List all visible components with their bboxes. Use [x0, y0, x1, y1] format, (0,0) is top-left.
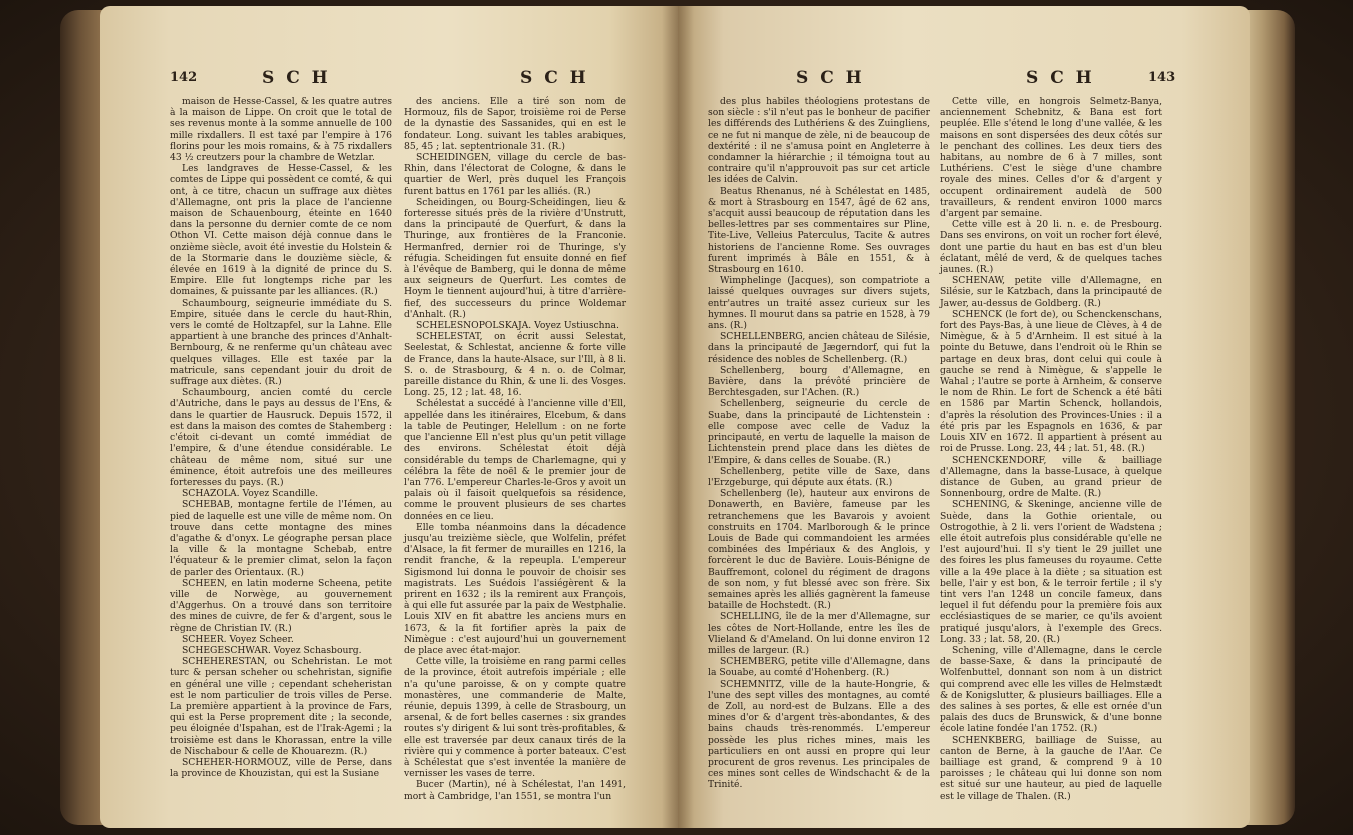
right-page — [678, 6, 1250, 828]
paragraph: SCHEEN, en latin moderne Scheena, petite ville de Norwège, au gouvernement d'Aggerhus. On a trouvé dans son territoire des mines de cuivre, de fer & d'argent, sous le règne de Christian IV. (R.) — [170, 577, 392, 634]
paragraph: SCHENCK (le fort de), ou Schenckenschans, fort des Pays-Bas, à une lieue de Clèves, à 4 de Nimègue, & à 5 d'Arnheim. Il est situé à la pointe du Betuwe, dans l'endroit où le Rhin se partage en deux bras, dont celui qui coule à gauche se rend à Nimègue, & s'appelle le Wahal ; l'autre se porte à Arnheim, & conserve le nom de Rhin. Le fort de Schenck a été bâti en 1586 par Martin Schenck, hollandois, d'après la résolution des Provinces-Unies : il a été pris par les Espagnols en 1636, & par Louis XIV en 1672. Il appartient à présent au roi de Prusse. Long. 23, 44 ; lat. 51, 48. (R.) — [940, 308, 1162, 455]
left-page-column-2 — [404, 96, 626, 802]
paragraph: SCHEHERESTAN, ou Schehristan. Le mot turc & persan scheher ou schehristan, signifie en général une ville ; cependant scheheristan est le nom particulier de trois villes de Perse. La première appartient à la province de Fars, qui est la Perse proprement dite ; la seconde, peu éloignée d'Ispahan, est de l'Irak-Agemi ; la troisième est dans le Khorassan, entre la ville de Nischabour & celle de Khouarezm. (R.) — [170, 656, 392, 757]
paragraph: SCHEER. Voyez Scheer. — [182, 633, 294, 645]
paragraph: SCHELLENBERG, ancien château de Silésie, dans la principauté de Jægerndorf, qui fut la résidence des nobles de Schellenberg. (R.) — [708, 331, 930, 365]
paragraph: Bucer (Martin), né à Schélestat, l'an 1491, mort à Cambridge, l'an 1551, se montra l'un — [404, 779, 626, 802]
right-page-column-2 — [940, 96, 1162, 802]
paragraph: SCHENCKENDORF, ville & bailliage d'Allemagne, dans la basse-Lusace, à quelque distance de Guben, au grand prieur de Sonnenbourg, ordre de Malte. (R.) — [940, 454, 1162, 500]
paragraph: SCHEMNITZ, ville de la haute-Hongrie, & l'une des sept villes des montagnes, au comté de Zoll, au nord-est de Bulzans. Elle a des mines d'or & d'argent très-abondantes, & des bains chauds très-renommés. L'empereur possède les plus riches mines, mais les particuliers en ont aussi en propre qui leur procurent de gros revenus. Les principales de ces mines sont celles de Windschacht & de la Trinité. — [708, 678, 930, 791]
right-page-number: 143 — [1148, 70, 1176, 85]
paragraph: Cette ville, la troisième en rang parmi celles de la province, étoit autrefois impériale ; elle n'a qu'une paroisse, & on y compte quatre monastères, une commanderie de Malte, réunie, depuis 1399, à celle de Strasbourg, un arsenal, & de fort belles casernes : six grandes routes s'y dirigent & lui sont très-profitables, & elle est traversée par deux canaux tirés de la rivière qui y commence à porter bateaux. C'est à Schélestat que s'est inventée la manière de vernisser les vases de terre. — [404, 656, 626, 780]
right-running-head-first: S C H — [796, 68, 865, 88]
paragraph: SCHENKBERG, bailliage de Suisse, au canton de Berne, à la gauche de l'Aar. Ce bailliage est grand, & comprend 9 à 10 paroisses ; le château qui lui donne son nom est situé sur une hauteur, au pied de laquelle est le village de Thalen. (R.) — [940, 734, 1162, 802]
left-page-column-1 — [170, 96, 392, 779]
paragraph: Elle tomba néanmoins dans la décadence jusqu'au treizième siècle, que Wolfelin, préfet d'Alsace, la fit fermer de murailles en 1216, la rendit franche, & la repeupla. L'empereur Sigismond lui donna le pouvoir de choisir ses magistrats. Les Suédois l'assiégèrent & la prirent en 1632 ; ils la remirent aux François, à qui elle fut assurée par la paix de Westphalie. Louis XIV en fit abattre les anciens murs en 1673, & la fit fortifier après la paix de Nimègue : c'est aujourd'hui un gouvernement de place avec état-major. — [404, 521, 626, 656]
paragraph: Schening, ville d'Allemagne, dans le cercle de basse-Saxe, & dans la principauté de Wolfenbuttel, donnant son nom à un district qui comprend avec elle les villes de Helmstædt & de Konigslutter, & plusieurs bailliages. Elle a des salines à ses portes, & elle est ornée d'un palais des ducs de Brunswick, & d'une bonne école latine fondée l'an 1752. (R.) — [940, 644, 1162, 735]
paragraph: des anciens. Elle a tiré son nom de Hormouz, fils de Sapor, troisième roi de Perse de la dynastie des Sassanides, qui en est le fondateur. Long. suivant les tables arabiques, 85, 45 ; lat. septentrionale 31. (R.) — [404, 96, 626, 152]
paragraph: SCHELLING, île de la mer d'Allemagne, sur les côtes de Nort-Hollande, entre les îles de Vlieland & d'Ameland. On lui donne environ 12 milles de largeur. (R.) — [708, 611, 930, 656]
left-page — [100, 6, 678, 828]
right-page-header — [678, 68, 1250, 92]
left-running-head-first: S C H — [262, 68, 331, 88]
left-page-number: 142 — [170, 70, 198, 85]
paragraph: des plus habiles théologiens protestans de son siècle : s'il n'eut pas le bonheur de pacifier les différends des Luthériens & des Zuingliens, ce ne fut ni manque de zèle, ni de beaucoup de dextérité : il ne s'amusa point en Angleterre à condamner la hiérarchie ; il témoigna tout au contraire qu'il n'approuvoit pas sur cet article les idées de Calvin. — [708, 96, 930, 186]
paragraph: Cette ville est à 20 li. n. e. de Presbourg. Dans ses environs, on voit un rocher fort élevé, dont une partie du haut en bas est d'un bleu éclatant, mêlé de verd, & de quelques taches jaunes. (R.) — [940, 219, 1162, 276]
paragraph: Cette ville, en hongrois Selmetz-Banya, anciennement Schebnitz, & Bana est fort peuplée. Elle s'étend le long d'une vallée, & les maisons en sont dispersées des deux côtés sur le penchant des collines. Les deux tiers des habitans, au nombre de 6 à 7 milles, sont Luthériens. C'est le siège d'une chambre royale des mines. Celles d'or & d'argent y occupent ordinairement audelà de 500 travailleurs, & rendent environ 1000 marcs d'argent par semaine. — [940, 96, 1162, 220]
paragraph: maison de Hesse-Cassel, & les quatre autres à la maison de Lippe. On croit que le total de ses revenus monte à la somme annuelle de 100 mille rixdallers. Il est taxé par l'empire à 176 florins pour les mois romains, & à 75 rixdallers 43 ½ creutzers pour la chambre de Wetzlar. — [170, 96, 392, 164]
paragraph: SCHEIDINGEN, village du cercle de bas-Rhin, dans l'électorat de Cologne, & dans le quartier de Werl, près duquel les François furent battus en 1761 par les alliés. (R.) — [404, 152, 626, 197]
paragraph: Beatus Rhenanus, né à Schélestat en 1485, & mort à Strasbourg en 1547, âgé de 62 ans, s'acquit aussi beaucoup de réputation dans les belles-lettres par ses commentaires sur Pline, Tite-Live, Velleius Paterculus, Tacite & autres historiens de l'ancienne Rome. Ses ouvrages furent imprimés à Bâle en 1551, & à Strasbourg en 1610. — [708, 185, 930, 276]
paragraph: Schellenberg, petite ville de Saxe, dans l'Erzgeburge, qui députe aux états. (R.) — [708, 465, 930, 488]
paragraph: Schellenberg, bourg d'Allemagne, en Bavière, dans la prévôté princière de Berchtesgaden, sur l'Achen. (R.) — [708, 364, 930, 399]
paragraph: Scheidingen, ou Bourg-Scheidingen, lieu & forteresse situés près de la rivière d'Unstrutt, dans la principauté de Querfurt, & dans la Thuringe, aux frontières de la Franconie. Hermanfred, dernier roi de Thuringe, s'y réfugia. Scheidingen fut ensuite donné en fief à l'évêque de Bamberg, qui le donna de même aux seigneurs de Querfurt. Les comtes de Hoym le tiennent aujourd'hui, à titre d'arrière-fief, des successeurs du prince Woldemar d'Anhalt. (R.) — [404, 196, 626, 320]
paragraph: SCHELESTAT, on écrit aussi Selestat, Seelestat, & Schlestat, ancienne & forte ville de France, dans la haute-Alsace, sur l'Ill, à 8 li. S. o. de Strasbourg, & 4 n. o. de Colmar, pareille distance du Rhin, & une li. des Vosges. Long. 25, 12 ; lat. 48, 16. — [404, 331, 626, 399]
paragraph: Les landgraves de Hesse-Cassel, & les comtes de Lippe qui possèdent ce comté, & qui ont, à ce titre, chacun un suffrage aux diètes d'Allemagne, ont pris la place de l'ancienne maison de Schauenbourg, éteinte en 1640 dans la personne du dernier comte de ce nom Othon VI. Cette maison déjà connue dans le onzième siècle, avoit été investie du Holstein & de la Stormarie dans le douzième siècle, & élevée en 1619 à la dignité de prince du S. Empire. Elle fut longtemps riche par les domaines, & puissante par les alliances. (R.) — [170, 163, 392, 298]
paragraph: SCHEBAB, montagne fertile de l'Iémen, au pied de laquelle est une ville de même nom. On trouve dans cette montagne des mines d'agathe & d'onyx. Le géographe persan place la ville & la montagne Schebab, entre l'équateur & le premier climat, selon la façon de parler des Orientaux. (R.) — [170, 499, 392, 578]
right-page-column-1 — [708, 96, 930, 791]
paragraph: Schaumbourg, ancien comté du cercle d'Autriche, dans le pays au dessus de l'Ens, & dans le quartier de Hausruck. Depuis 1572, il est dans la maison des comtes de Stahemberg : c'étoit ci-devant un comté immédiat de l'empire, & d'une étendue considérable. Le château de même nom, situé sur une éminence, étoit autrefois une des meilleures forteresses du pays. (R.) — [170, 387, 392, 488]
left-running-head-second: S C H — [520, 68, 589, 88]
paragraph: SCHENAW, petite ville d'Allemagne, en Silésie, sur le Katzbach, dans la principauté de Jawer, au-dessus de Goldberg. (R.) — [940, 275, 1162, 309]
book-gutter-shadow — [662, 6, 694, 828]
paragraph: Schellenberg, seigneurie du cercle de Suabe, dans la principauté de Lichtenstein : elle compose avec celle de Vaduz la principauté, en vertu de laquelle la maison de Lichtenstein prend place dans les diètes de l'Empire, & dans celles de Souabe. (R.) — [708, 398, 930, 466]
paragraph: Schaumbourg, seigneurie immédiate du S. Empire, située dans le cercle du haut-Rhin, vers le comté de Holtzapfel, sur la Lahne. Elle appartient à une branche des princes d'Anhalt-Bernbourg, & ne renferme qu'un château avec quelques villages. Elle est taxée par la matricule, sans cependant jouir du droit de suffrage aux diètes. (R.) — [170, 297, 392, 388]
left-page-header — [100, 68, 678, 92]
paragraph: Wimphelinge (Jacques), son compatriote a laissé quelques ouvrages sur divers sujets, entr'autres un traité assez curieux sur les hymnes. Il mourut dans sa patrie en 1528, à 79 ans. (R.) — [708, 275, 930, 332]
paragraph: SCHEHER-HORMOUZ, ville de Perse, dans la province de Khouzistan, qui est la Susiane — [170, 756, 392, 780]
paragraph: SCHELESNOPOLSKAJA. Voyez Ustiuschna. — [416, 320, 619, 332]
paragraph: SCHENING, & Skeninge, ancienne ville de Suède, dans la Gothie orientale, ou Ostrogothie, à 2 li. vers l'orient de Wadstena ; elle étoit autrefois plus considérable qu'elle ne l'est aujourd'hui. Il s'y tient le 29 juillet une des foires les plus fameuses du royaume. Cette ville a la 49e place à la diète ; sa situation est belle, l'air y est bon, & le terroir fertile ; il s'y tint vers l'an 1248 un concile fameux, dans lequel il fut défendu pour la première fois aux ecclésiastiques de se marier, ce qu'ils avoient pratiqué jusqu'alors, à l'exemple des Grecs. Long. 33 ; lat. 58, 20. (R.) — [940, 499, 1162, 645]
right-running-head-second: S C H — [1026, 68, 1095, 88]
paragraph: SCHEGESCHWAR. Voyez Schasbourg. — [182, 644, 362, 656]
paragraph: SCHEMBERG, petite ville d'Allemagne, dans la Souabe, au comté d'Hohenberg. (R.) — [708, 656, 930, 679]
paragraph: SCHAZOLA. Voyez Scandille. — [182, 488, 319, 500]
paragraph: Schélestat a succédé à l'ancienne ville d'Ell, appellée dans les itinéraires, Elcebum, & dans la table de Peutinger, Helellum : on ne forte que l'ancienne Ell n'est plus qu'un petit village des environs. Schélestat étoit déjà considérable du temps de Charlemagne, qui y célébra la fête de noël & le premier jour de l'an 776. L'empereur Charles-le-Gros y avoit un palais où il faisoit quelquefois sa résidence, comme le prouvent plusieurs de ses chartes données en ce lieu. — [404, 398, 626, 522]
paragraph: Schellenberg (le), hauteur aux environs de Donawerth, en Bavière, fameuse par les retranchemens que les Bavarois y avoient construits en 1704. Marlborough & le prince Louis de Bade qui commandoient les armées combinées des Impériaux & des Anglois, y forcèrent le duc de Bavière. Louis-Bénigne de Bauffremont, colonel du régiment de dragons de son nom, y fut blessé avec son frère. Six semaines après les alliés gagnèrent la fameuse bataille de Hochstedt. (R.) — [708, 488, 930, 612]
